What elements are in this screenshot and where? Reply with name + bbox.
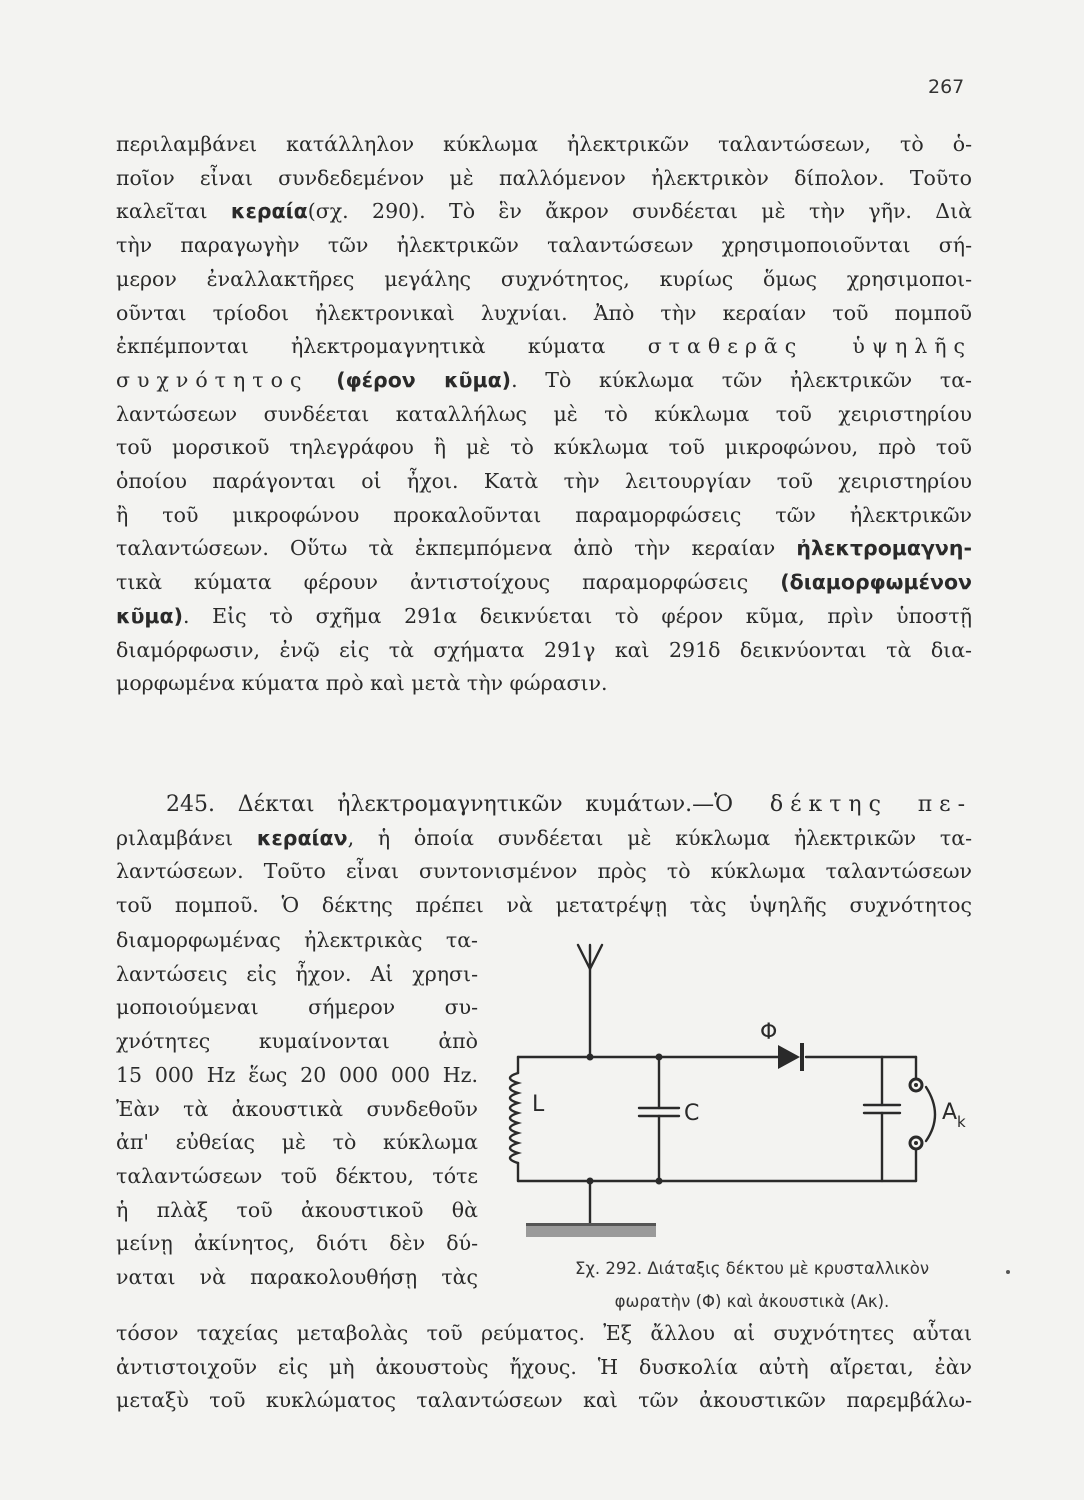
text-line: χνότητες κυμαίνονται ἀπὸ	[116, 1029, 478, 1054]
text-line: μερον ἐναλλακτῆρες μεγάλης συχνότητος, κυρίως ὅμως χρησιμοποι-	[116, 266, 972, 291]
label-L: L	[532, 1092, 545, 1117]
text-line: τὴν παραγωγὴν τῶν ἠλεκτρικῶν ταλαντώσεων χρησιμοποιοῦνται σή-	[116, 233, 972, 258]
term-antenna-2: κεραίαν	[256, 825, 348, 850]
text-line: διαμόρφωσιν, ἐνῷ εἰς τὰ σχήματα 291γ καὶ 291δ δεικνύονται τὰ δια-	[116, 637, 972, 662]
term-carrier-wave: (φέρον κῦμα)	[336, 367, 512, 392]
text-line: ἡ πλὰξ τοῦ ἀκουστικοῦ θὰ	[116, 1197, 478, 1222]
text-line: λαντώσεων. Τοῦτο εἶναι συντονισμένον πρὸς τὸ κύκλωμα ταλαντώσεων	[116, 859, 972, 884]
crystal-receiver-diagram	[496, 935, 966, 1255]
text-line: 15 000 Hz ἕως 20 000 000 Hz.	[116, 1062, 478, 1087]
term-modulated: (διαμορφωμένον	[780, 570, 972, 595]
text-line: οῦνται τρίοδοι ἠλεκτρονικαὶ λυχνίαι. Ἀπὸ τὴν κεραίαν τοῦ πομποῦ	[116, 300, 972, 325]
text-line: ἀντιστοιχοῦν εἰς μὴ ἀκουστοὺς ἤχους. Ἡ δυσκολία αὐτὴ αἴρεται, ἐὰν	[116, 1354, 972, 1379]
crystal-detector-icon	[778, 1043, 802, 1071]
label-A: A	[942, 1100, 958, 1125]
section-number: 245.	[166, 792, 215, 817]
text-line: καλεῖται κεραία(σχ. 290). Τὸ ἓν ἄκρον συνδέεται μὲ τὴν γῆν. Διὰ	[116, 199, 972, 224]
headphones-icon	[926, 1087, 935, 1141]
text-line: λαντώσεων συνδέεται καταλλήλως μὲ τὸ κύκλωμα τοῦ χειριστηρίου	[116, 401, 972, 426]
text-line: τικὰ κύματα φέρουν ἀντιστοίχους παραμορφώσεις (διαμορφωμένον	[116, 570, 972, 595]
text-line: Ἐὰν τὰ ἀκουστικὰ συνδεθοῦν	[116, 1096, 478, 1121]
paragraph-transmitter	[116, 128, 972, 701]
figure-caption	[512, 1252, 992, 1318]
label-C: C	[684, 1101, 700, 1126]
text-line: τόσον ταχείας μεταβολὰς τοῦ ρεύματος. Ἐξ ἄλλου αἱ συχνότητες αὗται	[116, 1321, 972, 1345]
inductor-coil-icon	[510, 1073, 518, 1163]
label-k: k	[957, 1113, 966, 1131]
spaced-term: σταθερᾶς ὑψηλῆς	[647, 334, 973, 359]
text-line: ἢ τοῦ μικροφώνου προκαλοῦνται παραμορφώσεις τῶν ἠλεκτρικῶν	[116, 502, 972, 527]
caption-line: Σχ. 292. Διάταξις δέκτου μὲ κρυσταλλικὸν	[574, 1259, 930, 1278]
text-line: ἀπ' εὐθείας μὲ τὸ κύκλωμα	[116, 1130, 478, 1155]
text-line: μοποιούμεναι σήμερον συ-	[116, 995, 478, 1020]
term-wave: κῦμα)	[116, 603, 183, 628]
text-line: ὁποίου παράγονται οἱ ἦχοι. Κατὰ τὴν λειτουργίαν τοῦ χειριστηρίου	[116, 469, 972, 494]
section-receivers	[116, 788, 972, 923]
text-line: τοῦ μορσικοῦ τηλεγράφου ἢ μὲ τὸ κύκλωμα τοῦ μικροφώνου, πρὸ τοῦ	[116, 435, 972, 460]
label-phi: Φ	[760, 1020, 778, 1045]
text-line: διαμορφωμένας ἠλεκτρικὰς τα-	[116, 928, 478, 952]
text-line: τοῦ πομποῦ. Ὁ δέκτης πρέπει νὰ μετατρέψῃ τὰς ὑψηλῆς συχνότητος	[116, 893, 972, 918]
caption-line: φωρατὴν (Φ) καὶ ἀκουστικὰ (Ακ).	[614, 1292, 890, 1311]
spaced-term: συχνότητος	[116, 367, 309, 392]
section-heading: 245. Δέκται ἠλεκτρομαγνητικῶν κυμάτων.—Ὁ δέκτης πε-	[116, 788, 972, 822]
text-line: ναται νὰ παρακολουθήσῃ τὰς	[116, 1265, 478, 1290]
text-line: ριλαμβάνει κεραίαν, ἡ ὁποία συνδέεται μὲ κύκλωμα ἠλεκτρικῶν τα-	[116, 825, 972, 850]
term-antenna: κεραία	[230, 199, 308, 224]
text-line: ποῖον εἶναι συνδεδεμένον μὲ παλλόμενον ἠλεκτρικὸν δίπολον. Τοῦτο	[116, 165, 972, 190]
text-line: λαντώσεις εἰς ἦχον. Αἱ χρησι-	[116, 961, 478, 986]
paragraph-continuation	[116, 1317, 972, 1418]
term-em: ἠλεκτρομαγνη-	[796, 536, 972, 561]
section-title: Δέκται ἠλεκτρομαγνητικῶν κυμάτων.	[237, 792, 693, 817]
text-line: κῦμα). Εἰς τὸ σχῆμα 291α δεικνύεται τὸ φέρον κῦμα, πρὶν ὑποστῇ	[116, 603, 972, 628]
text-line: περιλαμβάνει κατάλληλον κύκλωμα ἠλεκτρικῶν ταλαντώσεων, τὸ ὁ-	[116, 132, 972, 156]
text-line: μεταξὺ τοῦ κυκλώματος ταλαντώσεων καὶ τῶν ἀκουστικῶν παρεμβάλω-	[116, 1388, 972, 1413]
text-line: μείνῃ ἀκίνητος, διότι δὲν δύ-	[116, 1231, 478, 1256]
narrow-column	[116, 924, 478, 1295]
text-line: μορφωμένα κύματα πρὸ καὶ μετὰ τὴν φώρασιν.	[116, 671, 608, 696]
antenna-icon	[578, 945, 602, 969]
text-line: ταλαντώσεων. Οὕτω τὰ ἐκπεμπόμενα ἀπὸ τὴν κεραίαν ἠλεκτρομαγνη-	[116, 536, 972, 561]
text-line: συχνότητος (φέρον κῦμα). Τὸ κύκλωμα τῶν ἠλεκτρικῶν τα-	[116, 367, 972, 392]
margin-dot	[1006, 1270, 1010, 1274]
text-line: ταλαντώσεων τοῦ δέκτου, τότε	[116, 1163, 478, 1188]
page-number: 267	[928, 76, 965, 98]
text-line: ἐκπέμπονται ἠλεκτρομαγνητικὰ κύματα σταθερᾶς ὑψηλῆς	[116, 334, 973, 359]
